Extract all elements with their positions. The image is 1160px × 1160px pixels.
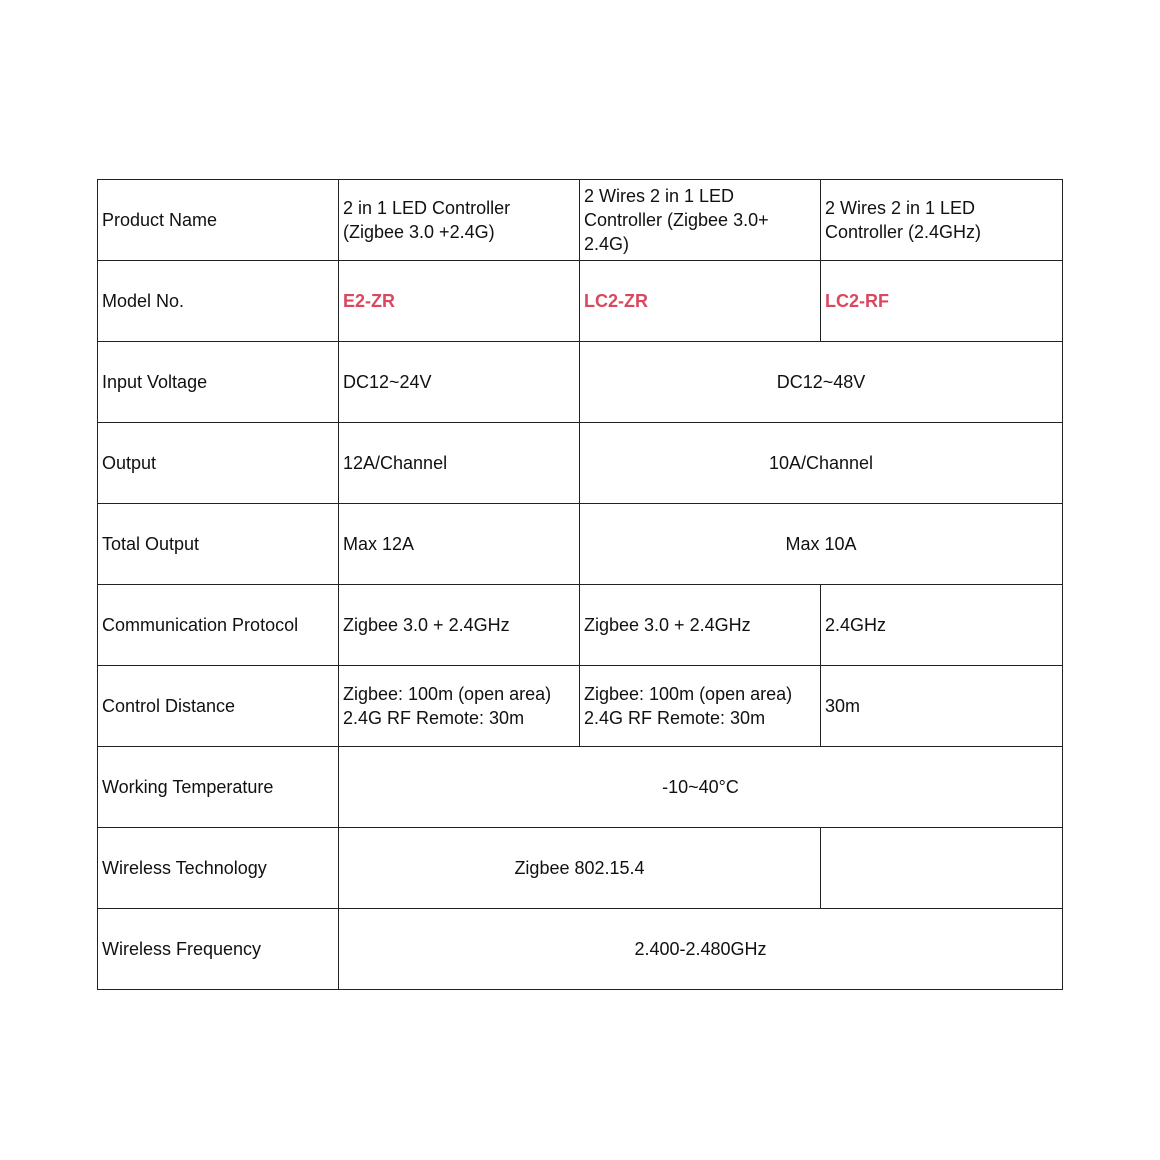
cell-wireless-technology-rf [821, 828, 1063, 909]
row-working-temperature [98, 747, 1063, 828]
label-product-name: Product Name [98, 180, 339, 261]
cell-protocol-e2-zr: Zigbee 3.0 + 2.4GHz [339, 585, 580, 666]
cell-product-e2-zr: 2 in 1 LED Controller (Zigbee 3.0 +2.4G) [339, 180, 580, 261]
cell-model-lc2-zr: LC2-ZR [580, 261, 821, 342]
label-working-temperature: Working Temperature [98, 747, 339, 828]
cell-product-lc2-rf: 2 Wires 2 in 1 LED Controller (2.4GHz) [821, 180, 1063, 261]
label-communication-protocol: Communication Protocol [98, 585, 339, 666]
cell-output-lc2: 10A/Channel [580, 423, 1063, 504]
row-wireless-technology [98, 828, 1063, 909]
cell-model-lc2-rf: LC2-RF [821, 261, 1063, 342]
cell-model-e2-zr: E2-ZR [339, 261, 580, 342]
label-input-voltage: Input Voltage [98, 342, 339, 423]
cell-distance-lc2-zr: Zigbee: 100m (open area) 2.4G RF Remote: 30m [580, 666, 821, 747]
cell-output-e2-zr: 12A/Channel [339, 423, 580, 504]
label-wireless-technology: Wireless Technology [98, 828, 339, 909]
row-wireless-frequency [98, 909, 1063, 990]
cell-distance-e2-zr: Zigbee: 100m (open area) 2.4G RF Remote: 30m [339, 666, 580, 747]
cell-distance-lc2-rf: 30m [821, 666, 1063, 747]
cell-protocol-lc2-rf: 2.4GHz [821, 585, 1063, 666]
label-model-no: Model No. [98, 261, 339, 342]
spec-table [97, 179, 1063, 990]
cell-protocol-lc2-zr: Zigbee 3.0 + 2.4GHz [580, 585, 821, 666]
row-total-output [98, 504, 1063, 585]
label-total-output: Total Output [98, 504, 339, 585]
row-control-distance [98, 666, 1063, 747]
cell-working-temperature: -10~40°C [339, 747, 1063, 828]
row-input-voltage [98, 342, 1063, 423]
label-control-distance: Control Distance [98, 666, 339, 747]
cell-total-output-e2-zr: Max 12A [339, 504, 580, 585]
cell-total-output-lc2: Max 10A [580, 504, 1063, 585]
cell-wireless-frequency: 2.400-2.480GHz [339, 909, 1063, 990]
row-communication-protocol [98, 585, 1063, 666]
row-output [98, 423, 1063, 504]
label-wireless-frequency: Wireless Frequency [98, 909, 339, 990]
cell-voltage-lc2: DC12~48V [580, 342, 1063, 423]
cell-wireless-technology-zigbee: Zigbee 802.15.4 [339, 828, 821, 909]
cell-product-lc2-zr: 2 Wires 2 in 1 LED Controller (Zigbee 3.0+ 2.4G) [580, 180, 821, 261]
label-output: Output [98, 423, 339, 504]
cell-voltage-e2-zr: DC12~24V [339, 342, 580, 423]
row-model-no [98, 261, 1063, 342]
row-product-name [98, 180, 1063, 261]
